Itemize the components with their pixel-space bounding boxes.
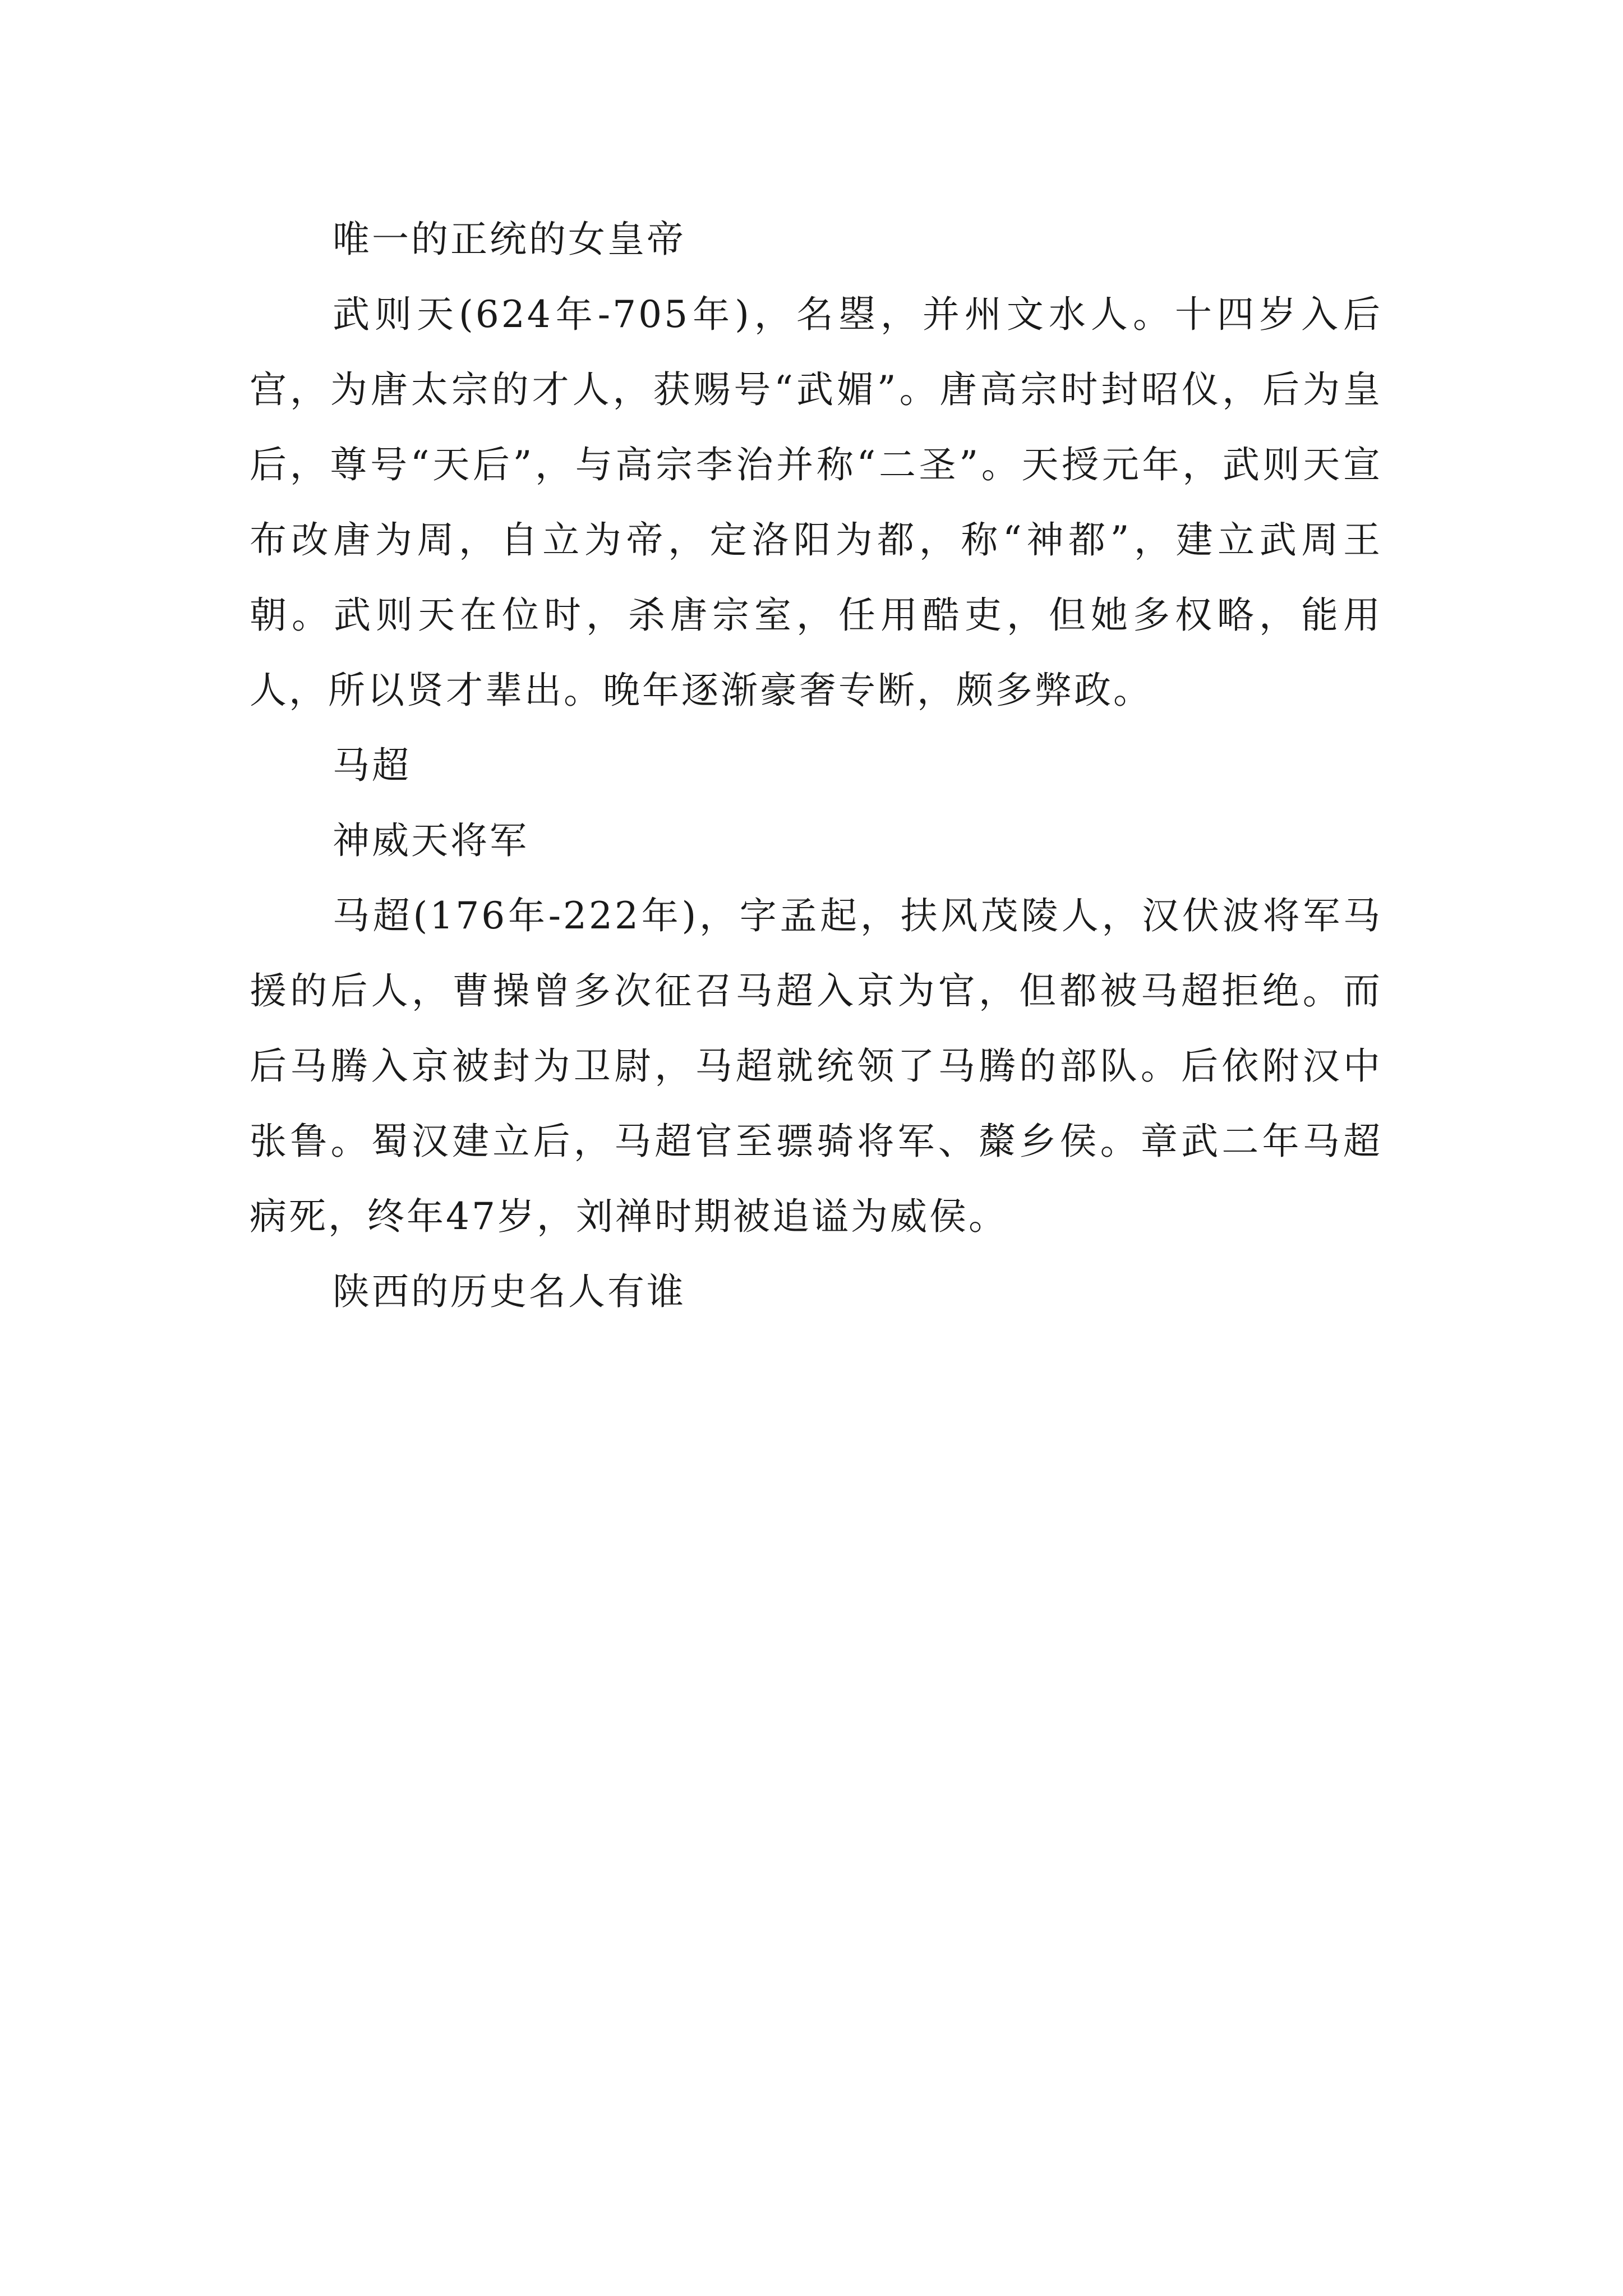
paragraph-wu-zetian: 武则天(624年-705年)，名曌，并州文水人。十四岁入后宫，为唐太宗的才人，获赐号“武媚”。唐高宗时封昭仪，后为皇后，尊号“天后”，与高宗李治并称“二圣”。天授元年，武则天宣布改唐为周，自立为帝，定洛阳为都，称“神都”，建立武周王朝。武则天在位时，杀唐宗室，任用酷吏，但她多权略，能用人，所以贤才辈出。晚年逐渐豪奢专断，颇多弊政。 [250,293,1382,712]
paragraph-ma-chao: 马超(176年-222年)，字孟起，扶风茂陵人，汉伏波将军马援的后人，曹操曾多次征召马超入京为官，但都被马超拒绝。而后马腾入京被封为卫尉，马超就统领了马腾的部队。后依附汉中张鲁。蜀汉建立后，马超官至骠骑将军、斄乡侯。章武二年马超病死，终年47岁，刘禅时期被追谥为威侯。 [250,894,1382,1238]
paragraph-heading-empress: 唯一的正统的女皇帝 [333,218,686,261]
paragraph-shaanxi-question: 陕西的历史名人有谁 [333,1270,686,1313]
paragraph-heading-ma-chao: 马超 [333,744,411,787]
paragraph-subheading-general: 神威天将军 [333,819,529,862]
document-body [250,202,1382,1329]
